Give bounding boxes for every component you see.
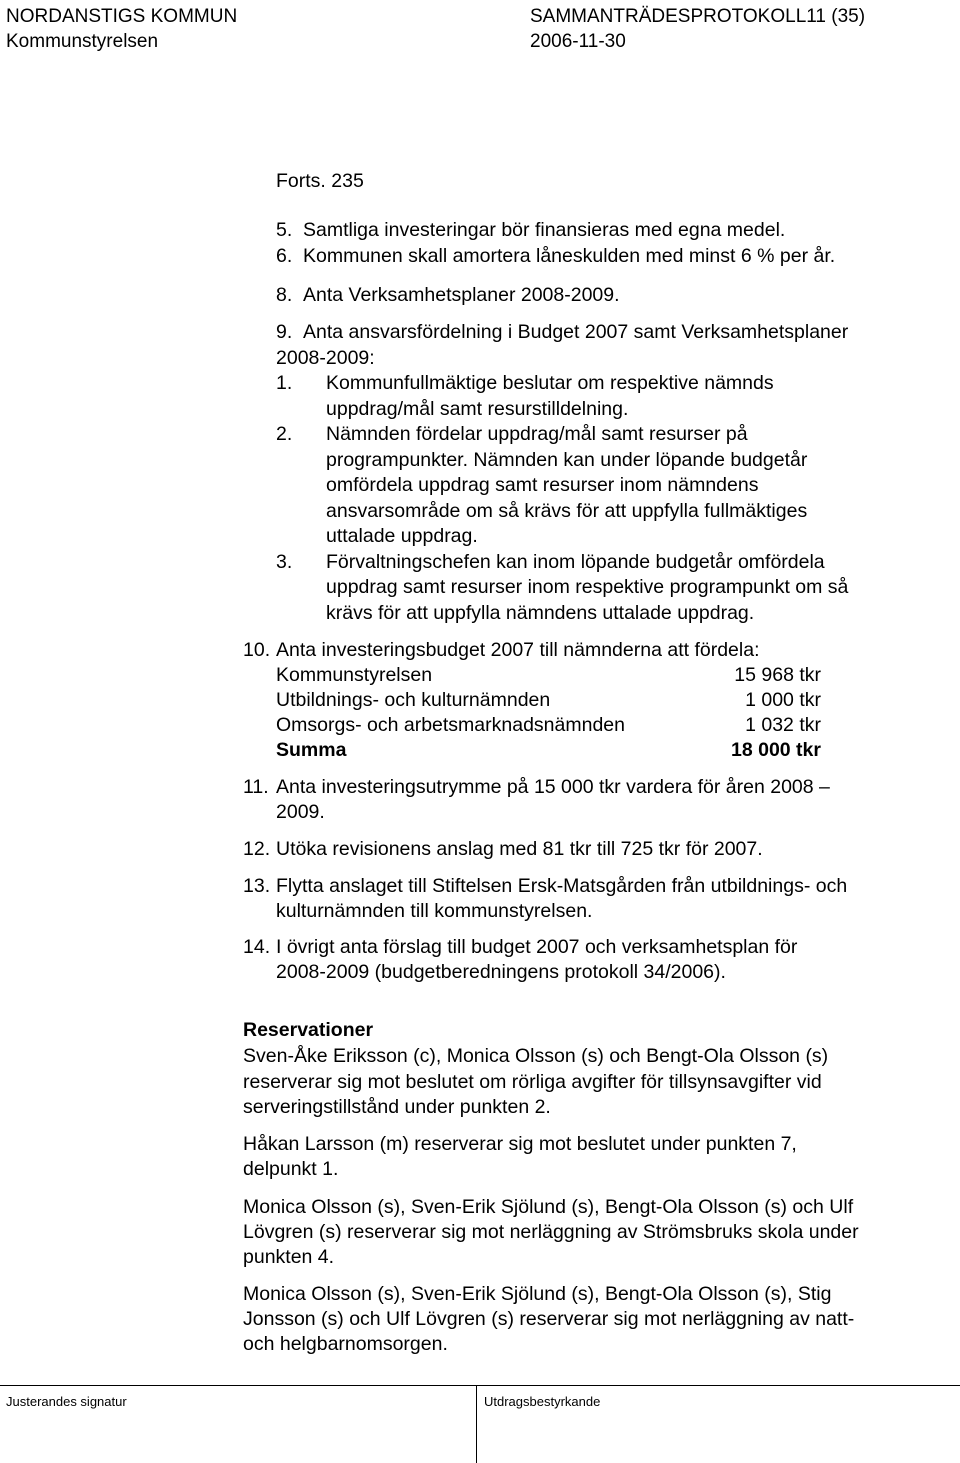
budget-total-name: Summa [276,739,347,761]
item-6-number: 6. [276,245,293,267]
footer-column-divider [476,1385,477,1463]
item-11-line2: 2009. [276,801,325,823]
header-page: 11 (35) [806,6,866,27]
item-14-number: 14. [243,936,271,958]
reservation-1-line1: Sven-Åke Eriksson (c), Monica Olsson (s) och Bengt-Ola Olsson (s) [243,1045,829,1067]
reservation-4-line1: Monica Olsson (s), Sven-Erik Sjölund (s), Bengt-Ola Olsson (s), Stig [243,1283,832,1305]
reservation-4-line2: Jonsson (s) och Ulf Lövgren (s) reserverar sig mot nerläggning av natt- [243,1308,855,1330]
header-doc-type [530,6,865,28]
header-org: NORDANSTIGS KOMMUN [6,6,238,27]
reservation-1-line3: serveringstillstånd under punkten 2. [243,1096,551,1118]
header-date: 2006-11-30 [530,31,626,52]
item-9-line2: 2008-2009: [276,347,375,369]
item-11-number: 11. [243,776,269,798]
item-13-line1: Flytta anslaget till Stiftelsen Ersk-Matsgården från utbildnings- och [276,875,848,897]
subitem-1-number: 1. [276,372,293,394]
subitem-2-line1: Nämnden fördelar uppdrag/mål samt resurser på [326,423,748,445]
reservation-1-line2: reserverar sig mot beslutet om rörliga avgifter för tillsynsavgifter vid [243,1071,822,1093]
item-11-line1: Anta investeringsutrymme på 15 000 tkr vardera för åren 2008 – [276,776,830,798]
item-13-line2: kulturnämnden till kommunstyrelsen. [276,900,593,922]
reservation-4-line3: och helgbarnomsorgen. [243,1333,448,1355]
subitem-2-line4: ansvarsområde om så krävs för att uppfylla fullmäktiges [326,500,808,522]
subitem-3-line2: uppdrag samt resurser inom respektive programpunkt om så [326,576,849,598]
subitem-3-line1: Förvaltningschefen kan inom löpande budgetår omfördela [326,551,825,573]
footer-signature-label: Justerandes signatur [6,1394,127,1409]
header-body: Kommunstyrelsen [6,31,159,52]
budget-total-amount: 18 000 tkr [731,739,821,761]
item-5-number: 5. [276,219,293,241]
item-14-line2: 2008-2009 (budgetberedningens protokoll 34/2006). [276,961,726,983]
budget-row-name: Omsorgs- och arbetsmarknadsnämnden [276,714,625,736]
subitem-1-line2: uppdrag/mål samt resurstilldelning. [326,398,629,420]
budget-row-amount: 15 968 tkr [734,664,821,686]
item-8-number: 8. [276,284,293,306]
subitem-3-number: 3. [276,551,293,573]
section-title: Forts. 235 [276,170,364,192]
budget-row-name: Utbildnings- och kulturnämnden [276,689,551,711]
subitem-2-line2: programpunkter. Nämnden kan under löpande budgetår [326,449,808,471]
subitem-2-line3: omfördela uppdrag samt resurser inom nämndens [326,474,759,496]
budget-row-amount: 1 000 tkr [745,689,821,711]
footer-extract-label: Utdragsbestyrkande [484,1394,601,1409]
item-13-number: 13. [243,875,271,897]
item-14-line1: I övrigt anta förslag till budget 2007 och verksamhetsplan för [276,936,798,958]
item-6-text: Kommunen skall amortera låneskulden med minst 6 % per år. [303,245,836,267]
budget-row-amount: 1 032 tkr [745,714,821,736]
subitem-3-line3: krävs för att uppfylla nämndens uttalade uppdrag. [326,602,755,624]
budget-row-name: Kommunstyrelsen [276,664,433,686]
subitem-2-number: 2. [276,423,293,445]
item-10-text: Anta investeringsbudget 2007 till nämnderna att fördela: [276,639,760,661]
footer-divider [0,1385,960,1386]
item-12-number: 12. [243,838,271,860]
subitem-2-line5: uttalade uppdrag. [326,525,478,547]
item-12-text: Utöka revisionens anslag med 81 tkr till 725 tkr för 2007. [276,838,763,860]
reservation-2-line2: delpunkt 1. [243,1158,339,1180]
reservation-3-line1: Monica Olsson (s), Sven-Erik Sjölund (s), Bengt-Ola Olsson (s) och Ulf [243,1196,854,1218]
reservation-3-line2: Lövgren (s) reserverar sig mot nerläggning av Strömsbruks skola under [243,1221,859,1243]
reservation-3-line3: punkten 4. [243,1246,335,1268]
item-9-line1: Anta ansvarsfördelning i Budget 2007 samt Verksamhetsplaner [303,321,849,343]
item-9-number: 9. [276,321,293,343]
item-5-text: Samtliga investeringar bör finansieras med egna medel. [303,219,786,241]
item-8-text: Anta Verksamhetsplaner 2008-2009. [303,284,620,306]
subitem-1-line1: Kommunfullmäktige beslutar om respektive nämnds [326,372,774,394]
item-10-number: 10. [243,639,271,661]
reservation-2-line1: Håkan Larsson (m) reserverar sig mot beslutet under punkten 7, [243,1133,797,1155]
header-doc-type-text: SAMMANTRÄDESPROTOKOLL [530,6,807,27]
reservations-heading: Reservationer [243,1019,374,1041]
